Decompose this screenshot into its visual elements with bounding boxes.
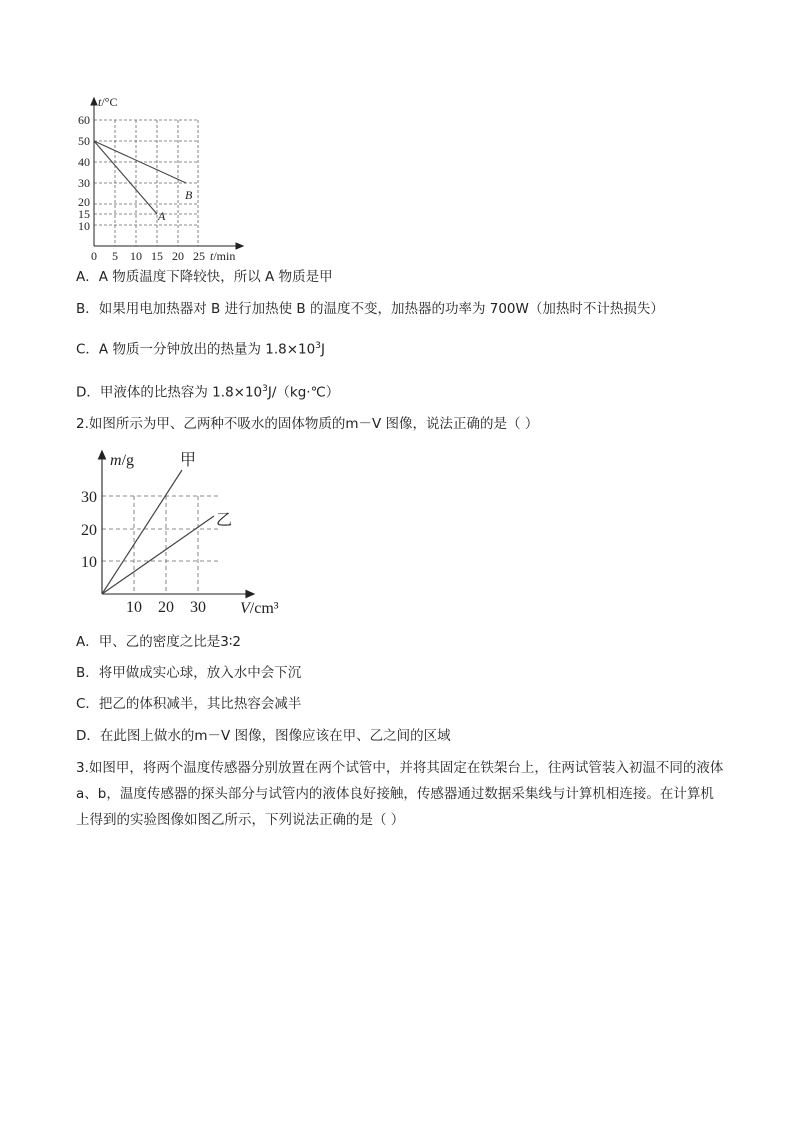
x-tick-15: 15 [151, 249, 163, 262]
q1-option-d-text: D．甲液体的比热容为 1.8×10 [76, 384, 263, 401]
chart1-axes [91, 98, 243, 249]
y-tick-30: 30 [78, 176, 90, 190]
q1-option-b: B．如果用电加热器对 B 进行加热使 B 的温度不变，加热器的功率为 700W（加热时不计热损失） [76, 301, 664, 317]
x-tick-0: 0 [91, 249, 97, 262]
series-jia-line [102, 470, 182, 594]
q2-stem: 2.如图所示为甲、乙两种不吸水的固体物质的m－V 图像，说法正确的是（ ） [76, 416, 539, 432]
q2-option-c: C．把乙的体积减半，其比热容会减半 [76, 696, 302, 712]
series-yi-label: 乙 [216, 512, 233, 529]
q1-option-c-unit: J [320, 341, 325, 358]
chart1-lines [94, 141, 186, 214]
q1-option-d-unit: J/（kg·℃） [267, 384, 340, 401]
y-tick-60: 60 [78, 113, 90, 127]
x-tick-10: 10 [130, 249, 142, 262]
y-tick-30: 30 [81, 489, 97, 506]
series-yi-line [102, 516, 214, 594]
q3-stem: 3.如图甲，将两个温度传感器分别放置在两个试管中，并将其固定在铁架台上，往两试管装入初温不同的液体 a、b，温度传感器的探头部分与试管内的液体良好接触，传感器通过数据采集线与计算机相连接。在计算机上得到的实验图像如图乙所示，下列说法正确的是（ ） [76, 760, 724, 828]
q1-option-d-exp: 3 [262, 384, 268, 394]
series-a-label: A [158, 209, 166, 223]
y-tick-15: 15 [78, 207, 90, 221]
mass-volume-chart [70, 445, 300, 620]
y-tick-10: 10 [78, 219, 90, 233]
y-tick-50: 50 [78, 134, 90, 148]
chart2-lines [102, 470, 214, 594]
series-b-line [94, 141, 186, 183]
x-tick-20: 20 [172, 249, 184, 262]
q2-option-a: A．甲、乙的密度之比是3∶2 [76, 634, 241, 650]
chart2-ylabel: m/g [110, 452, 135, 469]
q1-option-d [76, 380, 339, 402]
q1-option-c-text: C．A 物质一分钟放出的热量为 1.8×10 [76, 341, 316, 358]
x-tick-20: 20 [158, 599, 174, 616]
chart1-grid [94, 120, 198, 246]
x-tick-30: 30 [190, 599, 206, 616]
q1-option-c-exp: 3 [315, 341, 321, 351]
series-b-label: B [185, 188, 193, 202]
q1-option-c [76, 337, 325, 359]
q2-option-b: B．将甲做成实心球，放入水中会下沉 [76, 665, 302, 681]
y-tick-20: 20 [78, 195, 90, 209]
series-a-line [94, 141, 157, 214]
y-tick-20: 20 [81, 522, 97, 539]
x-tick-5: 5 [112, 249, 118, 262]
x-tick-10: 10 [126, 599, 142, 616]
temperature-time-chart [70, 92, 260, 262]
y-tick-10: 10 [81, 554, 97, 571]
chart1-ylabel: t/°C [98, 95, 118, 109]
x-tick-25: 25 [193, 249, 205, 262]
q2-option-d: D．在此图上做水的m－V 图像，图像应该在甲、乙之间的区域 [76, 728, 451, 744]
series-jia-label: 甲 [180, 452, 197, 469]
chart2-xlabel: V/cm³ [240, 600, 279, 617]
chart2-grid [102, 496, 218, 594]
chart1-xlabel: t/min [210, 249, 236, 262]
y-tick-40: 40 [78, 155, 90, 169]
q1-option-a: A．A 物质温度下降较快，所以 A 物质是甲 [76, 269, 333, 285]
